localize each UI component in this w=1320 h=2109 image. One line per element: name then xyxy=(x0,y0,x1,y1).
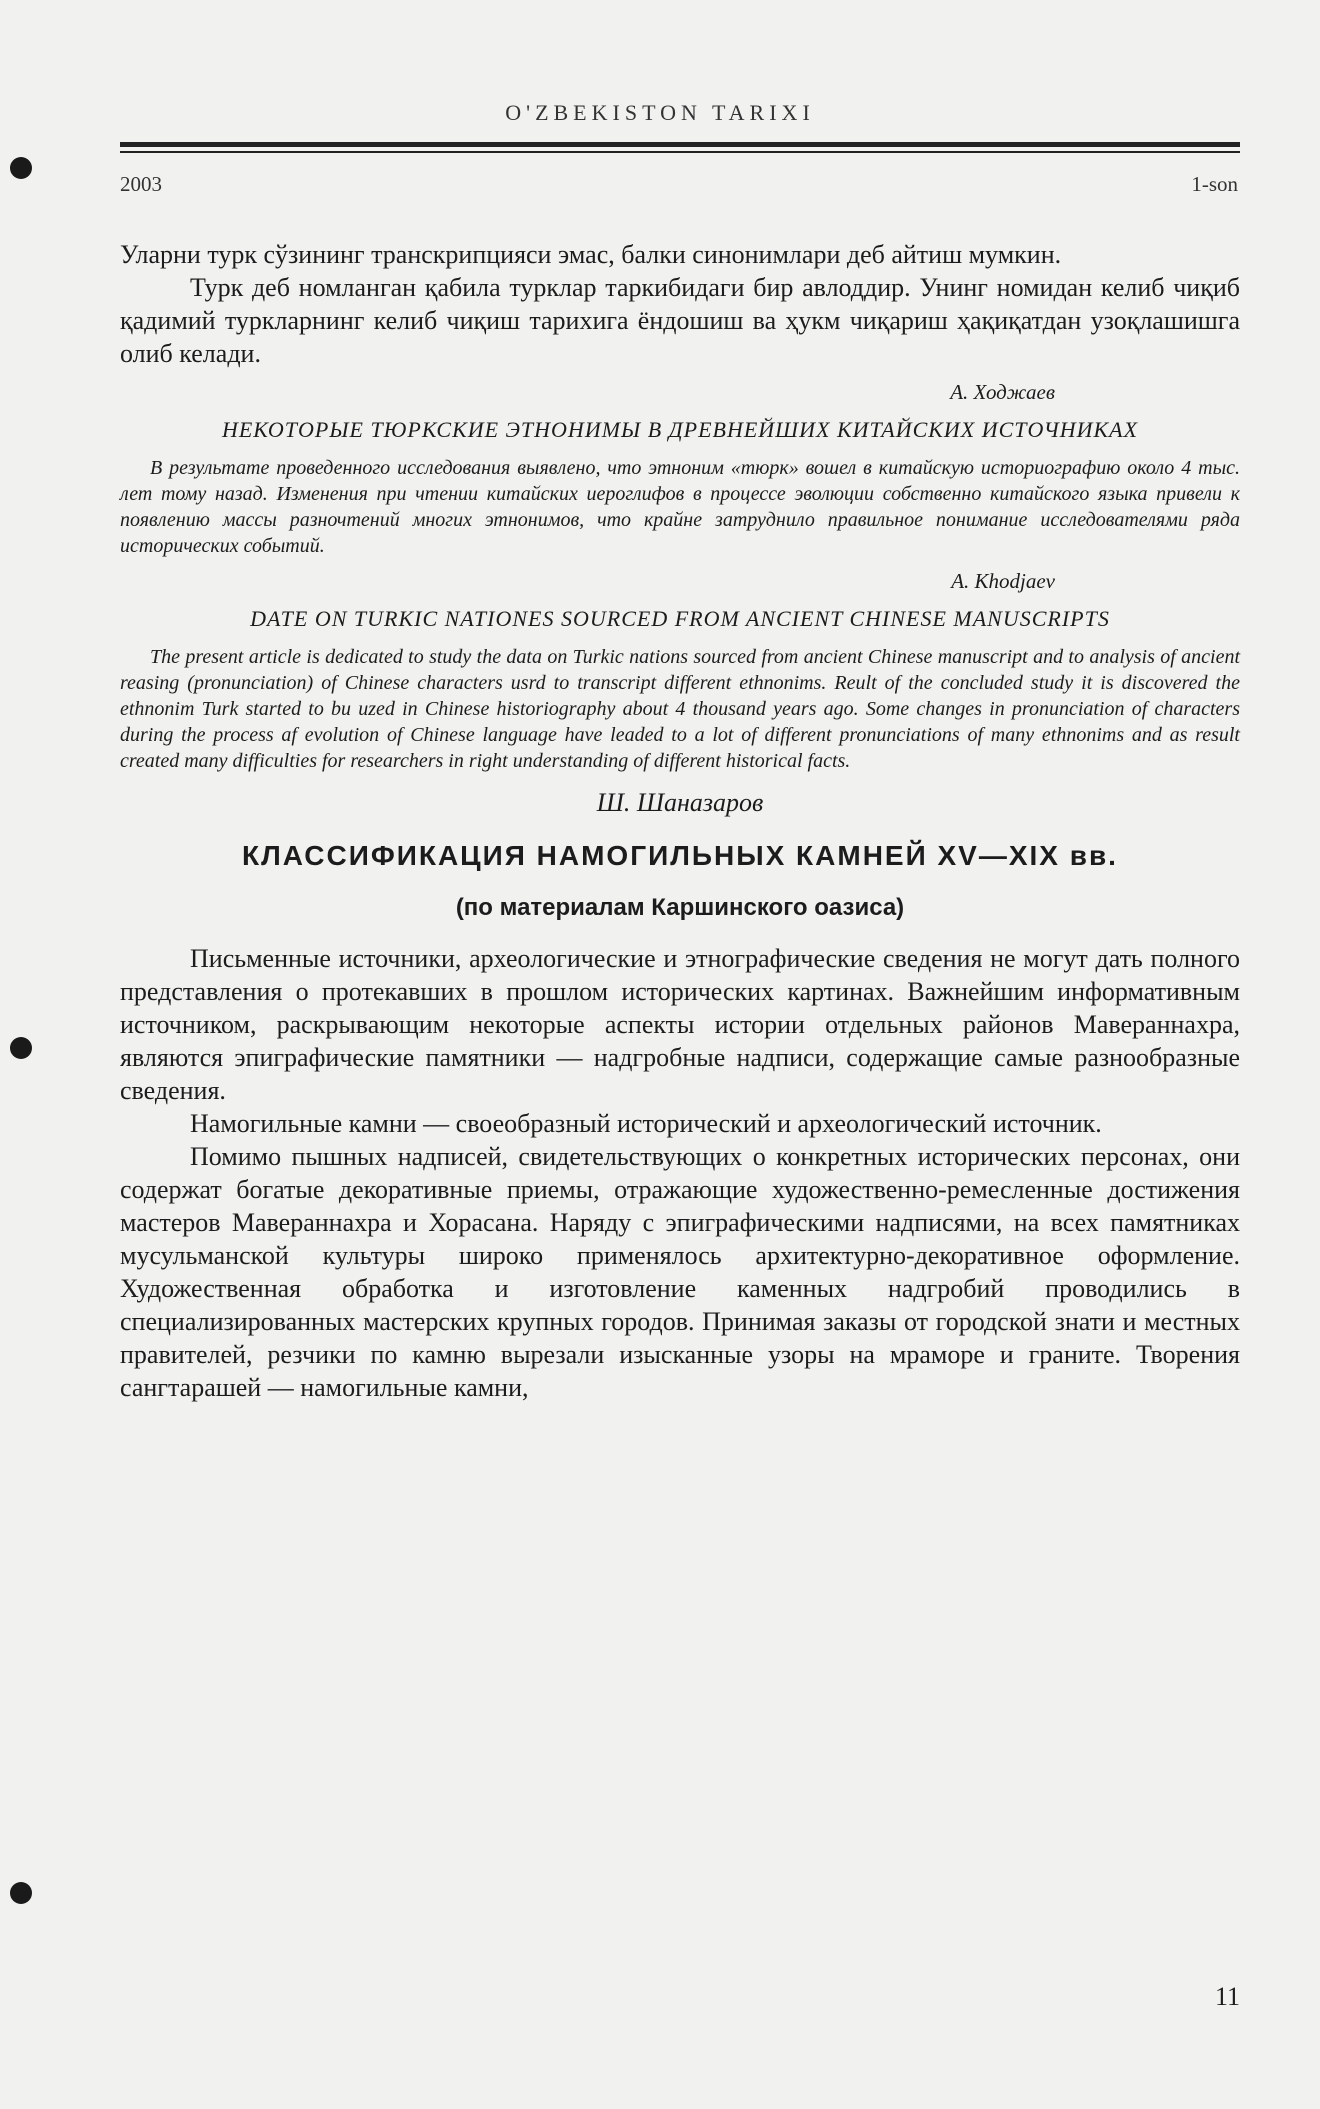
header-rule-thick xyxy=(120,142,1240,147)
issue-year: 2003 xyxy=(120,172,162,196)
header-rule-thin xyxy=(120,151,1240,153)
issue-number: 1-son xyxy=(1191,172,1238,196)
summary-en-text: The present article is dedicated to study the data on Turkic nations sourced from ancient Chinese manuscript and to analysis of ancient reasing (pronunciation) of Chinese characters usrd to transcript different ethnonims. Reult of the concluded study it is discovered the ethnonim Turk started to bu uzed in Chinese historiography about 4 thousand years ago. Some changes in pronunciation of characters during the process af evolution of Chinese language have leaded to a lot of different pronunciations of many ethnonims and as result created many difficulties for researchers in right understanding of different historical facts. xyxy=(120,646,1240,772)
intro-paragraph-1: Уларни турк сўзининг транскрипцияси эмас, балки синонимлари деб айтиш мумкин. xyxy=(120,240,1062,269)
page-number: 11 xyxy=(1214,1982,1240,2011)
summary-en-title: DATE ON TURKIC NATIONES SOURCED FROM ANCIENT CHINESE MANUSCRIPTS xyxy=(250,606,1110,631)
journal-title: O'ZBEKISTON TARIXI xyxy=(505,100,815,125)
article-author: Ш. Шаназаров xyxy=(596,788,764,817)
page-content xyxy=(120,238,1240,1404)
binder-hole-top xyxy=(10,157,32,179)
article-paragraph-3: Помимо пышных надписей, свидетельствующих о конкретных исторических персонах, они содержат богатые декоративные приемы, отражающие художественно-ремесленные достижения мастеров Мавераннахра и Хорасана. Наряду с эпиграфическими надписями, на всех памятниках мусульманской культуры широко применялось архитектурно-декоративное оформление. Художественная обработка и изготовление каменных надгробий проводились в специализированных мастерских крупных городов. Принимая заказы от городской знати и местных правителей, резчики по камню вырезали изысканные узоры на мраморе и граните. Творения сангтарашей — намогильные камни, xyxy=(120,1142,1240,1402)
summary-ru-title: НЕКОТОРЫЕ ТЮРКСКИЕ ЭТНОНИМЫ В ДРЕВНЕЙШИХ КИТАЙСКИХ ИСТОЧНИКАХ xyxy=(221,417,1139,442)
binder-hole-middle xyxy=(10,1037,32,1059)
summary-ru-text: В результате проведенного исследования выявлено, что этноним «тюрк» вошел в китайскую историографию около 4 тыс. лет тому назад. Изменения при чтении китайских иероглифов в процессе эволюции собственно китайского языка привели к появлению массы разночтений многих этнонимов, что крайне затруднило правильное понимание исследователями ряда исторических событий. xyxy=(120,457,1240,557)
summary-en-author: A. Khodjaev xyxy=(951,569,1055,593)
article-paragraph-1: Письменные источники, археологические и этнографические сведения не могут дать полного представления о протекавших в прошлом исторических картинах. Важнейшим информативным источником, раскрывающим некоторые аспекты истории отдельных районов Мавераннахра, являются эпиграфические памятники — надгробные надписи, содержащие самые разнообразные сведения. xyxy=(120,944,1240,1105)
binder-hole-bottom xyxy=(10,1882,32,1904)
intro-paragraph-2: Турк деб номланган қабила турклар таркибидаги бир авлоддир. Унинг номидан келиб чиқиб қадимий туркларнинг келиб чиқиш тарихига ёндошиш ва ҳукм чиқариш ҳақиқатдан узоқлашишга олиб келади. xyxy=(120,273,1240,368)
article-paragraph-2: Намогильные камни — своеобразный исторический и археологический источник. xyxy=(190,1109,1102,1138)
summary-ru-author: А. Ходжаев xyxy=(950,380,1055,404)
article-subtitle: (по материалам Каршинского оазиса) xyxy=(455,894,905,921)
article-title: КЛАССИФИКАЦИЯ НАМОГИЛЬНЫХ КАМНЕЙ XV—XIX вв. xyxy=(242,840,1118,871)
